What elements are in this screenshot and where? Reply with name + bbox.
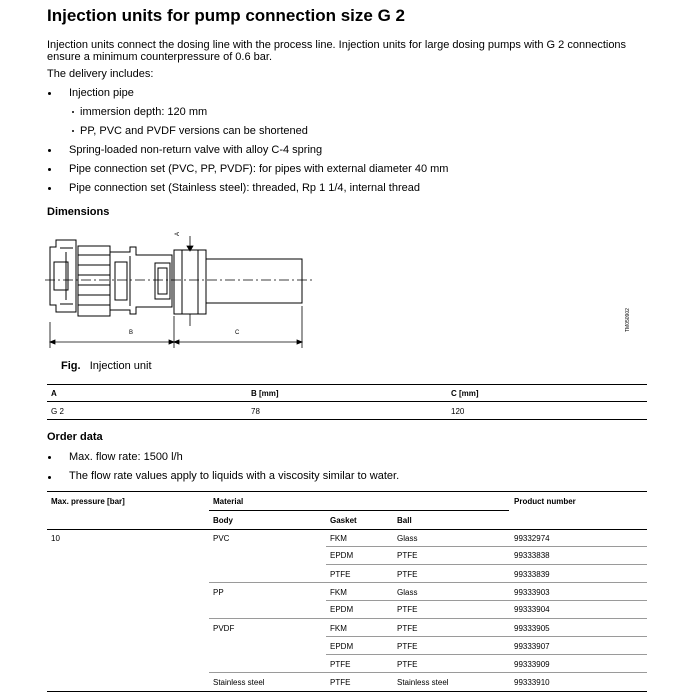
order-cell-pressure: 10 <box>51 534 60 543</box>
dim-header-a: A <box>51 389 57 398</box>
figure-caption-prefix: Fig. <box>61 360 81 372</box>
order-cell-product: 99333839 <box>514 570 550 579</box>
dim-header-c: C [mm] <box>451 389 479 398</box>
row-divider <box>326 564 647 565</box>
figure-caption <box>61 360 152 372</box>
order-cell-product: 99333909 <box>514 660 550 669</box>
bullet <box>72 111 74 113</box>
order-cell-gasket: PTFE <box>330 570 351 579</box>
page-title: Injection units for pump connection size G 2 <box>47 6 405 25</box>
order-header-gasket: Gasket <box>330 516 357 525</box>
order-cell-product: 99333838 <box>514 551 550 560</box>
delivery-item: Pipe connection set (PVC, PP, PVDF): for pipes with external diameter 40 mm <box>69 163 449 175</box>
row-divider <box>209 582 647 583</box>
figure-code: TM050902 <box>625 308 631 332</box>
bullet <box>48 92 51 95</box>
order-cell-ball: Stainless steel <box>397 678 449 687</box>
order-cell-gasket: PTFE <box>330 678 351 687</box>
order-cell-ball: Glass <box>397 588 418 597</box>
table-rule <box>47 419 647 420</box>
delivery-item: Spring-loaded non-return valve with alloy C-4 spring <box>69 144 323 156</box>
order-cell-gasket: EPDM <box>330 605 354 614</box>
order-cell-product: 99332974 <box>514 534 550 543</box>
delivery-item: Injection pipe <box>69 87 134 99</box>
order-cell-gasket: FKM <box>330 588 347 597</box>
table-rule <box>47 691 647 692</box>
table-rule <box>47 529 647 530</box>
order-cell-ball: Glass <box>397 534 418 543</box>
row-divider <box>326 600 647 601</box>
row-divider <box>209 672 647 673</box>
injection-unit-drawing <box>40 222 320 352</box>
figure-caption-text: Injection unit <box>89 360 152 372</box>
order-header-material: Material <box>213 497 244 506</box>
dim-cell-c: 120 <box>451 407 465 416</box>
order-cell-gasket: FKM <box>330 534 347 543</box>
order-cell-ball: PTFE <box>397 551 418 560</box>
order-cell-ball: PTFE <box>397 660 418 669</box>
order-item: Max. flow rate: 1500 l/h <box>69 451 183 463</box>
delivery-heading: The delivery includes: <box>47 68 154 80</box>
order-cell-ball: PTFE <box>397 605 418 614</box>
order-header-product: Product number <box>514 497 576 506</box>
order-cell-ball: PTFE <box>397 642 418 651</box>
row-divider <box>209 618 647 619</box>
dimension-label-b: B <box>129 330 134 336</box>
dimensions-heading: Dimensions <box>47 206 110 218</box>
order-cell-product: 99333907 <box>514 642 550 651</box>
order-header-pressure: Max. pressure [bar] <box>51 497 125 506</box>
order-cell-gasket: PTFE <box>330 660 351 669</box>
order-cell-ball: PTFE <box>397 624 418 633</box>
dim-cell-a: G 2 <box>51 407 64 416</box>
order-header-body: Body <box>213 516 233 525</box>
delivery-item: Pipe connection set (Stainless steel): threaded, Rp 1 1/4, internal thread <box>69 182 420 194</box>
table-rule <box>47 491 647 492</box>
order-cell-product: 99333905 <box>514 624 550 633</box>
bullet <box>48 149 51 152</box>
table-rule <box>209 510 509 511</box>
row-divider <box>326 654 647 655</box>
row-divider <box>326 636 647 637</box>
delivery-subitem: immersion depth: 120 mm <box>80 106 208 118</box>
order-cell-product: 99333910 <box>514 678 550 687</box>
table-rule <box>47 401 647 402</box>
order-item: The flow rate values apply to liquids with a viscosity similar to water. <box>69 470 400 482</box>
dim-header-b: B [mm] <box>251 389 279 398</box>
row-divider <box>326 546 647 547</box>
order-cell-body: PVDF <box>213 624 235 633</box>
order-cell-product: 99333903 <box>514 588 550 597</box>
dim-cell-b: 78 <box>251 407 260 416</box>
bullet <box>48 168 51 171</box>
table-rule <box>47 384 647 385</box>
bullet <box>72 130 74 132</box>
delivery-subitem: PP, PVC and PVDF versions can be shortened <box>80 125 308 137</box>
order-cell-gasket: FKM <box>330 624 347 633</box>
order-cell-product: 99333904 <box>514 605 550 614</box>
bullet <box>48 456 51 459</box>
bullet <box>48 476 51 479</box>
dimension-label-a: A <box>175 231 182 237</box>
order-cell-gasket: EPDM <box>330 551 354 560</box>
order-cell-ball: PTFE <box>397 570 418 579</box>
dimension-label-c: C <box>235 330 240 336</box>
order-cell-gasket: EPDM <box>330 642 354 651</box>
intro-paragraph: Injection units connect the dosing line with the process line. Injection units for large dosing pumps with G 2 connections ensure a minimum counterpressure of 0.6 bar. <box>47 39 627 63</box>
order-cell-body: Stainless steel <box>213 678 265 687</box>
order-cell-body: PVC <box>213 534 230 543</box>
order-heading: Order data <box>47 431 103 443</box>
order-header-ball: Ball <box>397 516 412 525</box>
bullet <box>48 187 51 190</box>
order-cell-body: PP <box>213 588 224 597</box>
